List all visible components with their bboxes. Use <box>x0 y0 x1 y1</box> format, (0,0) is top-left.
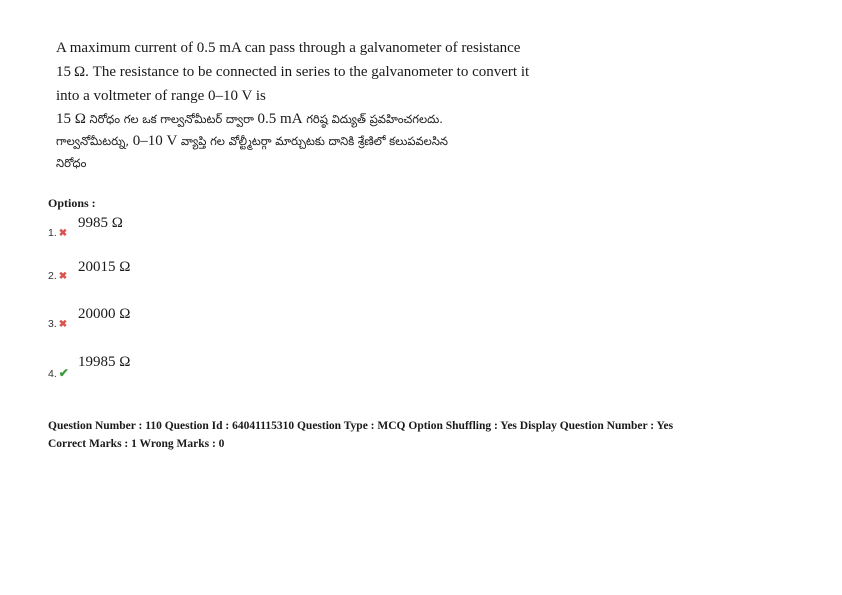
telugu-line-latin: 0–10 V <box>132 133 178 149</box>
option-number: 2. ✖ <box>48 270 68 282</box>
question-telugu-line <box>56 152 586 174</box>
question-text <box>56 36 586 174</box>
question-meta <box>48 417 673 453</box>
question-english-line: into a voltmeter of range 0–10 V is <box>56 88 266 104</box>
option-number: 3. ✖ <box>48 318 68 330</box>
question-telugu-line <box>56 108 586 130</box>
question-meta-line: Correct Marks : 1 Wrong Marks : 0 <box>48 438 225 450</box>
option-text: 19985 Ω <box>78 354 131 370</box>
telugu-line-latin: 0.5 mA <box>257 111 303 127</box>
telugu-line-latin: 15 Ω <box>56 111 86 127</box>
question-english-line: 15 Ω. The resistance to be connected in series to the galvanometer to convert it <box>56 64 530 80</box>
option-text: 20015 Ω <box>78 259 131 275</box>
check-icon: ✔ <box>58 366 69 380</box>
telugu-line-text: వ్యాప్తి గల వోల్ట్మీటర్గా మార్చుటకు దానికి శ్రేణిలో కలుపవలసిన <box>177 134 448 148</box>
options-label: Options : <box>48 196 96 210</box>
option-number: 1. ✖ <box>48 227 68 239</box>
telugu-line-text: నిరోధం గల ఒక గాల్వనోమీటర్ ద్వారా <box>85 112 258 126</box>
cross-icon: ✖ <box>58 271 68 282</box>
question-meta-line: Question Number : 110 Question Id : 64041115310 Question Type : MCQ Option Shuffling : Yes Display Question Number : Yes <box>48 420 674 432</box>
telugu-line-text: గరిష్ఠ విద్యుత్ ప్రవహించగలదు. <box>302 112 443 126</box>
question-english-line: A maximum current of 0.5 mA can pass through a galvanometer of resistance <box>56 40 521 56</box>
telugu-line-text: గాల్వనోమీటర్ను, <box>56 134 133 148</box>
option-text: 9985 Ω <box>78 215 123 231</box>
question-telugu-line <box>56 130 586 152</box>
cross-icon: ✖ <box>58 228 68 239</box>
cross-icon: ✖ <box>58 319 68 330</box>
option-number: 4. ✔ <box>48 366 69 380</box>
option-text: 20000 Ω <box>78 306 131 322</box>
telugu-line-text: నిరోధం <box>56 156 87 170</box>
